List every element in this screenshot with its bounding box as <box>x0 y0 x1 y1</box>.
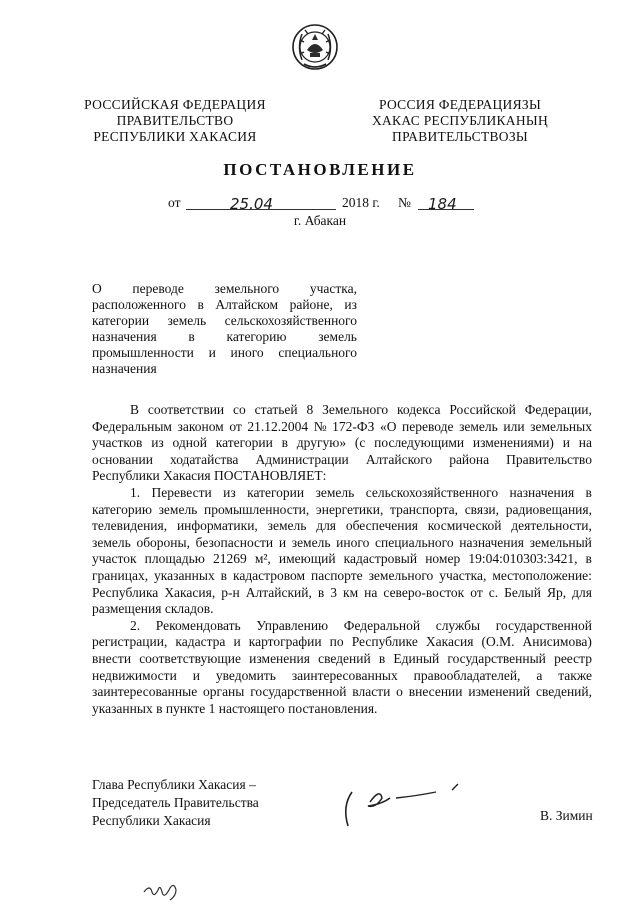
city-line: г. Абакан <box>293 213 347 228</box>
body-line: основании ходатайства Администрации Алтайского района Правительство <box>92 451 592 467</box>
subject-word: районе, <box>289 297 333 312</box>
subject-word: промышленности <box>92 345 194 360</box>
header-left-line: РОССИЙСКАЯ ФЕДЕРАЦИЯ <box>84 97 266 112</box>
body-text <box>92 402 592 717</box>
body-line: участков из одной категории в другую» (с последующими изменениями) и на <box>92 435 592 451</box>
body-line: Республика Хакасия, р-н Алтайский, в 3 км на северо-восток от с. Белый Яр, для <box>92 584 592 600</box>
header-left <box>70 97 280 145</box>
body-line: регистрации, кадастра и картографии по Республике Хакасия (О.М. Анисимова) <box>92 634 592 650</box>
header-right <box>360 97 560 145</box>
body-line: категорию земель промышленности, энергетики, транспорта, связи, радиовещания, <box>92 501 592 517</box>
subject-word: земельного <box>214 281 280 296</box>
subject-line <box>92 281 357 297</box>
subject-word: сельскохозяйственного <box>224 313 357 328</box>
signatory-title-line: Председатель Правительства <box>92 795 259 810</box>
date-year: 2018 г. <box>342 195 380 210</box>
number-sign: № <box>398 195 411 210</box>
body-line: Республики Хакасия ПОСТАНОВЛЯЕТ: <box>92 468 327 484</box>
body-line: Федеральным законом от 21.12.2004 № 172-ФЗ «О переводе земель или земельных <box>92 418 592 434</box>
subject-line <box>92 313 357 329</box>
header-left-line: РЕСПУБЛИКИ ХАКАСИЯ <box>93 129 257 144</box>
header-left-line: ПРАВИТЕЛЬСТВО <box>116 113 234 128</box>
coat-of-arms-icon <box>290 20 340 74</box>
signatory-title-line: Республики Хакасия <box>92 813 211 828</box>
subject-word: земель <box>318 329 357 344</box>
body-line: размещения складов. <box>92 601 214 617</box>
subject-word: категории <box>92 313 150 328</box>
handwritten-signature <box>340 780 490 830</box>
body-line: внести соответствующие изменения сведений в Единый государственный реестр <box>92 650 592 666</box>
date-line <box>150 195 490 213</box>
subject-line <box>92 361 357 377</box>
subject-word: переводе <box>132 281 184 296</box>
subject-word: назначения <box>92 361 157 376</box>
header-right-line: ПРАВИТЕЛЬСТВОЗЫ <box>392 129 528 144</box>
subject-word: специального <box>278 345 357 360</box>
body-line: заинтересованные органы государственной власти о внесении изменений сведений, <box>92 684 592 700</box>
subject-word: Алтайском <box>215 297 279 312</box>
subject-word: в <box>197 297 204 312</box>
subject-word: в <box>188 329 195 344</box>
subject-word: категорию <box>226 329 287 344</box>
signatory-title <box>92 776 259 830</box>
number-handwritten: 184 <box>428 195 457 213</box>
date-prefix: от <box>168 195 181 210</box>
header-right-line: РОССИЯ ФЕДЕРАЦИЯЗЫ <box>378 97 542 112</box>
document-title: ПОСТАНОВЛЕНИЕ <box>223 160 417 179</box>
subject-line <box>92 329 357 345</box>
body-line: участок площадью 21269 м², имеющий кадастровый номер 19:04:010303:3421, в <box>92 551 592 567</box>
subject-word: расположенного <box>92 297 186 312</box>
signatory-title-line: Глава Республики Хакасия – <box>92 777 256 792</box>
handwritten-initials <box>140 878 190 902</box>
body-line: земель обороны, безопасности и земель иного специального назначения земельный <box>92 534 592 550</box>
subject-line <box>92 297 357 313</box>
header-right-line: ХАКАС РЕСПУБЛИКАНЫҢ <box>371 113 549 128</box>
subject-word: назначения <box>92 329 157 344</box>
body-line: границах, указанных в кадастровом паспорте земельного участка, местоположение: <box>92 567 592 583</box>
subject-line <box>92 345 357 361</box>
body-line: В соответствии со статьей 8 Земельного кодекса Российской Федерации, <box>130 402 592 417</box>
body-line: указанных в пункте 1 настоящего постановления. <box>92 700 378 716</box>
body-line: телевидения, информатики, земель для обеспечения космической деятельности, <box>92 518 592 534</box>
subject-word: иного <box>230 345 264 360</box>
subject-block <box>92 281 357 377</box>
subject-word: земель <box>167 313 207 328</box>
body-line: недвижимости и уведомить заинтересованных правообладателей, а также <box>92 667 592 683</box>
subject-word: участка, <box>309 281 357 296</box>
subject-word: и <box>208 345 216 360</box>
body-line: 1. Перевести из категории земель сельскохозяйственного назначения в <box>130 484 592 500</box>
body-line: 2. Рекомендовать Управлению Федеральной службы государственной <box>130 617 592 633</box>
subject-word: О <box>92 281 102 296</box>
date-handwritten: 25.04 <box>230 195 273 213</box>
subject-word: из <box>344 297 357 312</box>
signatory-name: В. Зимин <box>540 808 593 823</box>
